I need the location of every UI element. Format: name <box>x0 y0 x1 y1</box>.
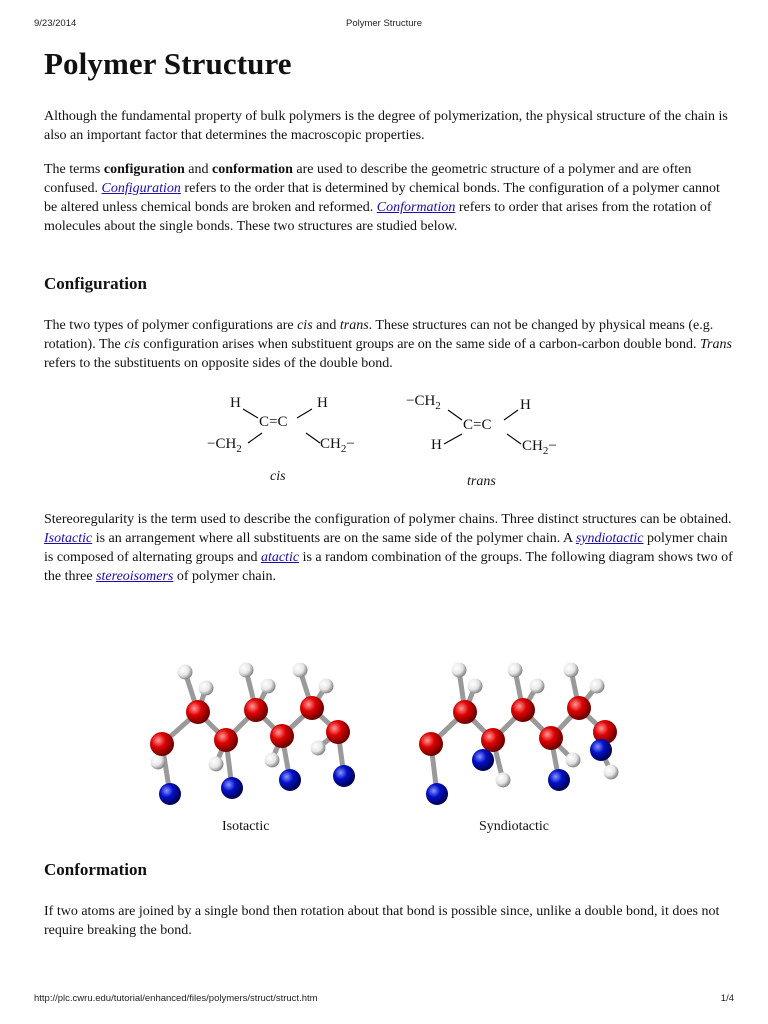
print-title: Polymer Structure <box>345 18 423 29</box>
configuration-link[interactable]: Configuration <box>101 181 181 196</box>
isotactic-carbon-atom <box>150 732 174 756</box>
isotactic-carbon-atom <box>214 728 238 752</box>
isotactic-substituent-atom <box>279 769 301 791</box>
syndiotactic-substituent-atom <box>548 769 570 791</box>
isotactic-carbon-atom <box>326 720 350 744</box>
isotactic-hydrogen-atom <box>311 741 326 756</box>
syndiotactic-hydrogen-atom <box>508 663 523 678</box>
isotactic-substituent-atom <box>159 783 181 805</box>
syndiotactic-hydrogen-atom <box>452 663 467 678</box>
configuration-heading: Configuration <box>44 274 147 293</box>
syndiotactic-carbon-atom <box>539 726 563 750</box>
syndiotactic-hydrogen-atom <box>566 753 581 768</box>
isotactic-hydrogen-atom <box>239 663 254 678</box>
intro-paragraph: Although the fundamental property of bulk polymers is the degree of polymerization, the physical structure of the chain is also an important factor that determines the macroscopic properties. <box>44 109 728 143</box>
configuration-paragraph: The two types of polymer configurations are cis and trans. These structures can not be changed by physical means (e.g. rotation). The cis configuration arises when substituent groups are on the same side of a carbon-carbon double bond. Trans refers to the substituents on opposite sides of the double bond. <box>44 318 732 371</box>
footer-url: http://plc.cwru.edu/tutorial/enhanced/files/polymers/struct/struct.htm <box>34 993 318 1004</box>
syndiotactic-carbon-atom <box>481 728 505 752</box>
cis-h-left: H <box>230 395 241 411</box>
trans-double-bond: C=C <box>463 417 492 433</box>
trans-h-top: H <box>520 397 531 413</box>
trans-ch2-right: $CH_2-$ <box>522 438 557 457</box>
syndiotactic-carbon-atom <box>567 696 591 720</box>
isotactic-carbon-atom <box>270 724 294 748</box>
syndiotactic-hydrogen-atom <box>530 679 545 694</box>
syndiotactic-substituent-atom <box>426 783 448 805</box>
syndiotactic-substituent-atom <box>472 749 494 771</box>
syndiotactic-hydrogen-atom <box>590 679 605 694</box>
isotactic-hydrogen-atom <box>265 753 280 768</box>
cis-ch2-left: $-CH_2$ <box>207 436 242 455</box>
syndiotactic-link[interactable]: syndiotactic <box>575 531 644 546</box>
isotactic-substituent-atom <box>221 777 243 799</box>
trans-ch2-top: $-CH_2$ <box>406 393 441 412</box>
isotactic-hydrogen-atom <box>293 663 308 678</box>
isotactic-model-image <box>140 652 360 812</box>
term-configuration: configuration <box>103 162 185 177</box>
syndiotactic-hydrogen-atom <box>496 773 511 788</box>
isotactic-carbon-atom <box>186 700 210 724</box>
isotactic-hydrogen-atom <box>261 679 276 694</box>
cis-h-right: H <box>317 395 328 411</box>
print-date: 9/23/2014 <box>34 18 77 29</box>
isotactic-substituent-atom <box>333 765 355 787</box>
syndiotactic-substituent-atom <box>590 739 612 761</box>
syndiotactic-carbon-atom <box>419 732 443 756</box>
isotactic-hydrogen-atom <box>151 755 166 770</box>
isotactic-link[interactable]: Isotactic <box>44 531 93 546</box>
syndiotactic-hydrogen-atom <box>468 679 483 694</box>
stereoregularity-paragraph: Stereoregularity is the term used to describe the configuration of polymer chains. Three distinct structures can be obtained. Isotactic is an arrangement where all substituents are on the same side of the polymer chain. A syndiotactic polymer chain is composed of alternating groups and atactic is a random combination of the groups. The following diagram shows two of the three stereoisomers of polymer chain. <box>44 512 733 584</box>
isotactic-carbon-atom <box>244 698 268 722</box>
syndiotactic-carbon-atom <box>453 700 477 724</box>
trans-label: trans <box>467 474 496 489</box>
conformation-heading: Conformation <box>44 860 147 879</box>
isotactic-hydrogen-atom <box>319 679 334 694</box>
stereoisomers-link[interactable]: stereoisomers <box>96 569 174 584</box>
cis-double-bond: C=C <box>259 414 288 430</box>
isotactic-hydrogen-atom <box>209 757 224 772</box>
syndiotactic-hydrogen-atom <box>564 663 579 678</box>
conformation-link[interactable]: Conformation <box>376 200 456 215</box>
isotactic-caption: Isotactic <box>222 819 270 834</box>
atactic-link[interactable]: atactic <box>260 550 300 565</box>
syndiotactic-hydrogen-atom <box>604 765 619 780</box>
term-conformation: conformation <box>211 162 293 177</box>
syndiotactic-carbon-atom <box>511 698 535 722</box>
isotactic-hydrogen-atom <box>178 665 193 680</box>
conformation-paragraph: If two atoms are joined by a single bond then rotation about that bond is possible since, unlike a double bond, it does not require breaking the bond. <box>44 904 720 938</box>
isotactic-hydrogen-atom <box>199 681 214 696</box>
trans-h-bottom: H <box>431 437 442 453</box>
footer-page-number: 1/4 <box>720 993 734 1004</box>
terms-paragraph: The terms configuration and conformation are used to describe the geometric structure of a polymer and are often confused. Configuration refers to the order that is determined by chemical bonds. The configuration of a polymer cannot be altered unless chemical bonds are broken and reformed. Conformation refers to order that arises from the rotation of molecules about the single bonds. These two structures are studied below. <box>44 162 720 234</box>
isotactic-carbon-atom <box>300 696 324 720</box>
cis-label: cis <box>270 469 286 484</box>
syndiotactic-caption: Syndiotactic <box>479 819 549 834</box>
cis-ch2-right: $CH_2-$ <box>320 436 355 455</box>
syndiotactic-model-image <box>405 652 625 812</box>
page-title: Polymer Structure <box>44 46 292 81</box>
